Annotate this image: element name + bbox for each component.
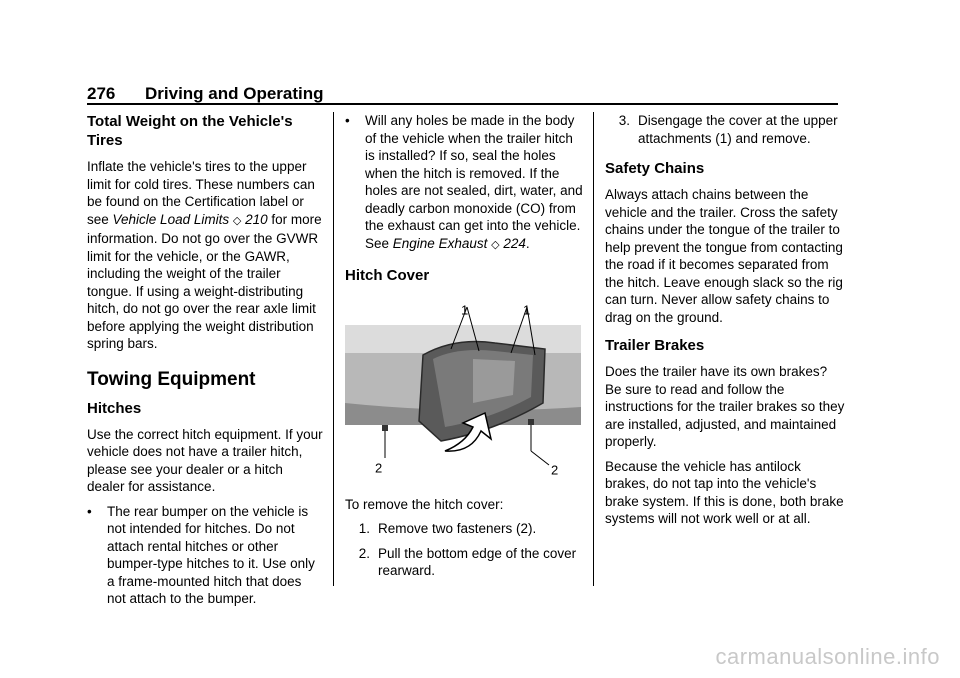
heading-trailer-brakes: Trailer Brakes xyxy=(605,337,705,354)
paragraph-trailer-brakes-1: Does the trailer have its own brakes? Be sure to read and follow the instructions for the trailer brakes so they are installed, adjusted, and maintained properly. xyxy=(605,364,845,449)
list-item xyxy=(605,112,845,147)
page-ref-arrow-icon: ◇ xyxy=(491,238,500,251)
page-number: 276 xyxy=(87,84,116,103)
page-ref-arrow-icon: ◇ xyxy=(232,214,242,227)
callout-1-right: 1 xyxy=(523,303,531,318)
page-ref-224[interactable]: 224 xyxy=(503,235,526,251)
column-divider xyxy=(333,112,334,586)
bullet-icon: • xyxy=(87,503,92,519)
heading-hitch-cover: Hitch Cover xyxy=(345,267,430,284)
paragraph-safety-chains: Always attach chains between the vehicle and the trailer. Cross the safety chains under the tongue of the trailer to help prevent the tongue from contacting the road if it becomes separated from the hitch. Leave enough slack so the rig can turn. Never allow safety chains to drag on the ground. xyxy=(605,187,843,325)
link-engine-exhaust[interactable]: Engine Exhaust xyxy=(392,235,488,251)
step-text: Pull the bottom edge of the cover rearward. xyxy=(378,545,577,578)
leader-line xyxy=(531,451,549,465)
header-rule xyxy=(87,103,838,105)
column-divider xyxy=(593,112,594,586)
bullet-text: The rear bumper on the vehicle is not intended for hitches. Do not attach rental hitches or other bumper-type hitches to it. Use only a frame-mounted hitch that does not attach to the bumper. xyxy=(107,503,315,606)
step-number: 3. xyxy=(618,113,630,128)
step-text: Remove two fasteners (2). xyxy=(378,521,537,536)
paragraph-remove-cover: To remove the hitch cover: xyxy=(345,496,504,512)
heading-total-weight: Total Weight on the Vehicle's Tires xyxy=(87,113,293,149)
callout-2-right: 2 xyxy=(551,462,559,478)
step-text: Disengage the cover at the upper attachments (1) and remove. xyxy=(638,113,838,146)
section-title: Driving and Operating xyxy=(145,84,324,103)
bullet-text: Will any holes be made in the body of the vehicle when the trailer hitch is installed? If so, seal the holes when the hitch is removed. If the holes are not sealed, dirt, water, and deadly carbon monoxide (CO) from the exhaust can get into the vehicle. See Engine Exhaust ◇ 224. xyxy=(365,113,583,251)
step-number: 2. xyxy=(358,545,370,561)
paragraph-inflate: Inflate the vehicle's tires to the upper limit for cold tires. These numbers can be found on the Certification label or see Vehicle Load Limits ◇ 210 for more information. Do not go over the GVWR limit for the vehicle, or the GAWR, including the weight of the trailer tongue. If using a weight-distributing hitch, do not go over the rear axle limit before applying the weight distribution spring bars. xyxy=(87,159,322,351)
callout-2-left: 2 xyxy=(375,460,383,476)
heading-safety-chains: Safety Chains xyxy=(605,160,705,177)
fastener-left xyxy=(382,425,388,431)
column-2 xyxy=(345,112,583,587)
list-item xyxy=(345,520,583,538)
page-ref-210[interactable]: 210 xyxy=(245,211,268,227)
step-number: 1. xyxy=(358,521,370,536)
column-1 xyxy=(87,112,323,615)
list-item xyxy=(345,112,583,254)
paragraph-hitch-equipment: Use the correct hitch equipment. If your vehicle does not have a trailer hitch, please see your dealer or a hitch dealer for assistance. xyxy=(87,426,323,494)
column-3 xyxy=(605,112,845,535)
paragraph-trailer-brakes-2: Because the vehicle has antilock brakes, do not tap into the vehicle's brake system. If this is done, both brake systems will not work well or at all. xyxy=(605,458,844,526)
link-vehicle-load-limits[interactable]: Vehicle Load Limits xyxy=(112,211,230,227)
fastener-right xyxy=(528,419,534,425)
hitch-cover-illustration xyxy=(345,303,581,483)
list-item xyxy=(87,503,323,608)
heading-hitches: Hitches xyxy=(87,399,142,417)
bullet-icon: • xyxy=(345,113,350,128)
heading-towing-equipment: Towing Equipment xyxy=(87,368,256,390)
watermark: carmanualsonline.info xyxy=(715,644,940,669)
callout-1-left: 1 xyxy=(461,303,469,318)
list-item xyxy=(345,545,583,580)
